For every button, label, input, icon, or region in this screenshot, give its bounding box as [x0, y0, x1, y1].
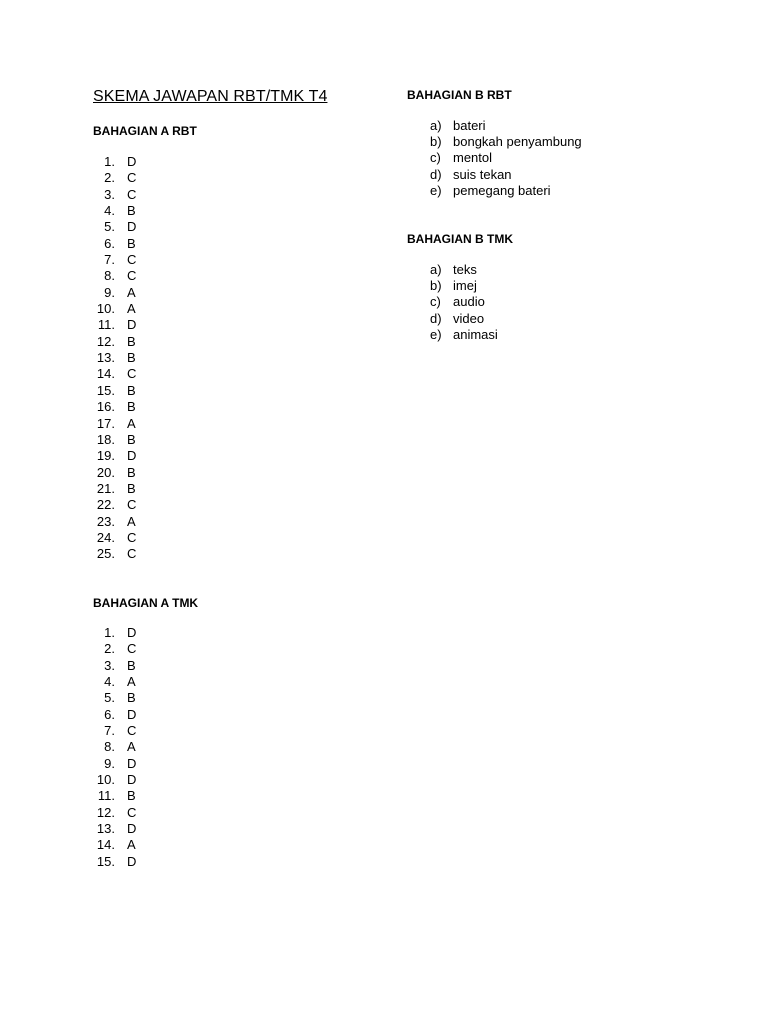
- answer-item: [430, 311, 498, 327]
- answer-text: bongkah penyambung: [453, 134, 582, 150]
- answer-letter: B: [127, 690, 136, 706]
- answer-item: [93, 416, 136, 432]
- answer-item: [430, 294, 498, 310]
- answer-label: d): [430, 166, 442, 182]
- answer-letter: D: [127, 317, 137, 333]
- answer-number: 7.: [104, 252, 115, 268]
- answer-letter: C: [127, 497, 137, 513]
- answer-letter: D: [127, 821, 137, 837]
- answer-number: 14.: [96, 837, 115, 853]
- answer-letter: D: [127, 154, 137, 169]
- answer-number: 4.: [104, 203, 115, 219]
- answer-number: 17.: [96, 415, 115, 431]
- section-b-rbt-heading: BAHAGIAN B RBT: [407, 88, 512, 102]
- answer-number: 9.: [104, 755, 115, 771]
- answer-item: [93, 788, 136, 804]
- answer-letter: D: [127, 448, 137, 464]
- answer-number: 23.: [96, 513, 115, 529]
- answer-item: [93, 805, 136, 821]
- answer-number: 8.: [104, 739, 115, 755]
- answer-item: [93, 448, 136, 464]
- section-a-rbt-heading: BAHAGIAN A RBT: [93, 124, 197, 138]
- answer-letter: A: [127, 513, 136, 529]
- answer-label: a): [430, 262, 442, 277]
- answer-item: [430, 167, 582, 183]
- answer-number: 18.: [96, 431, 115, 447]
- answer-letter: D: [127, 706, 137, 722]
- answer-letter: D: [127, 755, 137, 771]
- answer-text: teks: [453, 262, 477, 277]
- answer-letter: C: [127, 804, 137, 820]
- answer-item: [93, 723, 136, 739]
- answer-number: 5.: [104, 690, 115, 706]
- answer-item: [93, 739, 136, 755]
- answer-number: 15.: [96, 382, 115, 398]
- answer-text: audio: [453, 294, 485, 310]
- answer-text: video: [453, 310, 485, 326]
- answer-item: [93, 170, 136, 186]
- answer-letter: D: [127, 625, 137, 640]
- answer-item: [93, 530, 136, 546]
- answer-item: [93, 546, 136, 562]
- answer-item: [93, 383, 136, 399]
- answer-item: [93, 203, 136, 219]
- answer-text: mentol: [453, 150, 493, 166]
- answer-letter: B: [127, 203, 136, 219]
- answer-number: 3.: [104, 186, 115, 202]
- answer-number: 25.: [96, 546, 115, 562]
- answer-item: [430, 262, 498, 278]
- answer-number: 1.: [104, 625, 115, 640]
- answer-item: [93, 514, 136, 530]
- answer-number: 2.: [104, 170, 115, 186]
- answer-letter: C: [127, 186, 137, 202]
- answer-item: [93, 285, 136, 301]
- answer-letter: C: [127, 252, 137, 268]
- answer-item: [93, 837, 136, 853]
- answer-letter: A: [127, 739, 136, 755]
- answer-item: [93, 350, 136, 366]
- section-a-tmk-list: [93, 625, 136, 870]
- answer-item: [430, 118, 582, 134]
- answer-item: [93, 236, 136, 252]
- answer-item: [430, 327, 498, 343]
- answer-item: [93, 465, 136, 481]
- answer-number: 4.: [104, 674, 115, 690]
- answer-letter: B: [127, 657, 136, 673]
- answer-letter: B: [127, 788, 136, 804]
- answer-letter: B: [127, 464, 136, 480]
- answer-item: [93, 821, 136, 837]
- answer-number: 11.: [97, 317, 115, 333]
- answer-letter: A: [127, 674, 136, 690]
- answer-item: [93, 366, 136, 382]
- answer-number: 14.: [96, 366, 115, 382]
- answer-text: pemegang bateri: [453, 182, 551, 198]
- answer-item: [93, 658, 136, 674]
- answer-letter: B: [127, 382, 136, 398]
- answer-letter: C: [127, 268, 137, 284]
- answer-item: [93, 268, 136, 284]
- answer-label: c): [430, 294, 441, 310]
- section-b-tmk-list: [430, 262, 498, 343]
- answer-label: b): [430, 134, 442, 150]
- answer-letter: B: [127, 399, 136, 415]
- answer-number: 10.: [96, 772, 115, 788]
- answer-number: 13.: [96, 821, 115, 837]
- answer-letter: C: [127, 723, 137, 739]
- answer-letter: C: [127, 641, 137, 657]
- answer-item: [93, 674, 136, 690]
- answer-letter: A: [127, 837, 136, 853]
- answer-letter: D: [127, 772, 137, 788]
- answer-letter: A: [127, 415, 136, 431]
- answer-item: [93, 707, 136, 723]
- answer-item: [93, 399, 136, 415]
- document-title: SKEMA JAWAPAN RBT/TMK T4: [93, 88, 328, 105]
- answer-number: 11.: [97, 788, 115, 804]
- answer-number: 19.: [96, 448, 115, 464]
- section-b-rbt-list: [430, 118, 582, 199]
- answer-item: [93, 481, 136, 497]
- answer-text: suis tekan: [453, 166, 512, 182]
- answer-item: [93, 187, 136, 203]
- answer-number: 22.: [96, 497, 115, 513]
- answer-item: [93, 301, 136, 317]
- answer-item: [93, 432, 136, 448]
- answer-item: [430, 278, 498, 294]
- answer-item: [93, 497, 136, 513]
- answer-item: [93, 756, 136, 772]
- section-b-tmk-heading: BAHAGIAN B TMK: [407, 232, 513, 246]
- answer-label: d): [430, 310, 442, 326]
- answer-text: animasi: [453, 326, 498, 342]
- answer-number: 16.: [96, 399, 115, 415]
- answer-number: 9.: [104, 284, 115, 300]
- answer-letter: B: [127, 333, 136, 349]
- answer-item: [430, 134, 582, 150]
- answer-letter: B: [127, 431, 136, 447]
- answer-number: 12.: [96, 804, 115, 820]
- answer-item: [93, 154, 136, 170]
- section-a-rbt-list: [93, 154, 136, 563]
- answer-letter: A: [127, 284, 136, 300]
- answer-letter: D: [127, 853, 137, 869]
- answer-number: 1.: [104, 154, 115, 169]
- answer-label: e): [430, 326, 442, 342]
- answer-text: imej: [453, 278, 477, 294]
- answer-number: 3.: [104, 657, 115, 673]
- answer-number: 8.: [104, 268, 115, 284]
- answer-number: 15.: [96, 853, 115, 869]
- answer-number: 24.: [96, 529, 115, 545]
- answer-number: 2.: [104, 641, 115, 657]
- answer-number: 10.: [96, 301, 115, 317]
- answer-item: [93, 219, 136, 235]
- answer-number: 21.: [96, 480, 115, 496]
- answer-number: 6.: [104, 235, 115, 251]
- answer-letter: D: [127, 219, 137, 235]
- answer-label: a): [430, 118, 442, 133]
- answer-letter: B: [127, 480, 136, 496]
- answer-label: b): [430, 278, 442, 294]
- answer-item: [93, 772, 136, 788]
- answer-item: [93, 690, 136, 706]
- answer-letter: A: [127, 301, 136, 317]
- answer-item: [93, 641, 136, 657]
- answer-letter: B: [127, 235, 136, 251]
- answer-item: [93, 252, 136, 268]
- answer-item: [93, 625, 136, 641]
- answer-label: e): [430, 182, 442, 198]
- answer-item: [93, 334, 136, 350]
- answer-number: 20.: [96, 464, 115, 480]
- answer-label: c): [430, 150, 441, 166]
- answer-item: [93, 854, 136, 870]
- answer-number: 5.: [104, 219, 115, 235]
- answer-letter: B: [127, 350, 136, 366]
- section-a-tmk-heading: BAHAGIAN A TMK: [93, 596, 199, 610]
- answer-letter: C: [127, 170, 137, 186]
- answer-number: 6.: [104, 706, 115, 722]
- answer-letter: C: [127, 529, 137, 545]
- answer-letter: C: [127, 366, 137, 382]
- answer-text: bateri: [453, 118, 486, 133]
- answer-item: [93, 317, 136, 333]
- answer-item: [430, 150, 582, 166]
- answer-number: 7.: [104, 723, 115, 739]
- answer-item: [430, 183, 582, 199]
- answer-number: 13.: [96, 350, 115, 366]
- answer-number: 12.: [96, 333, 115, 349]
- answer-letter: C: [127, 546, 137, 562]
